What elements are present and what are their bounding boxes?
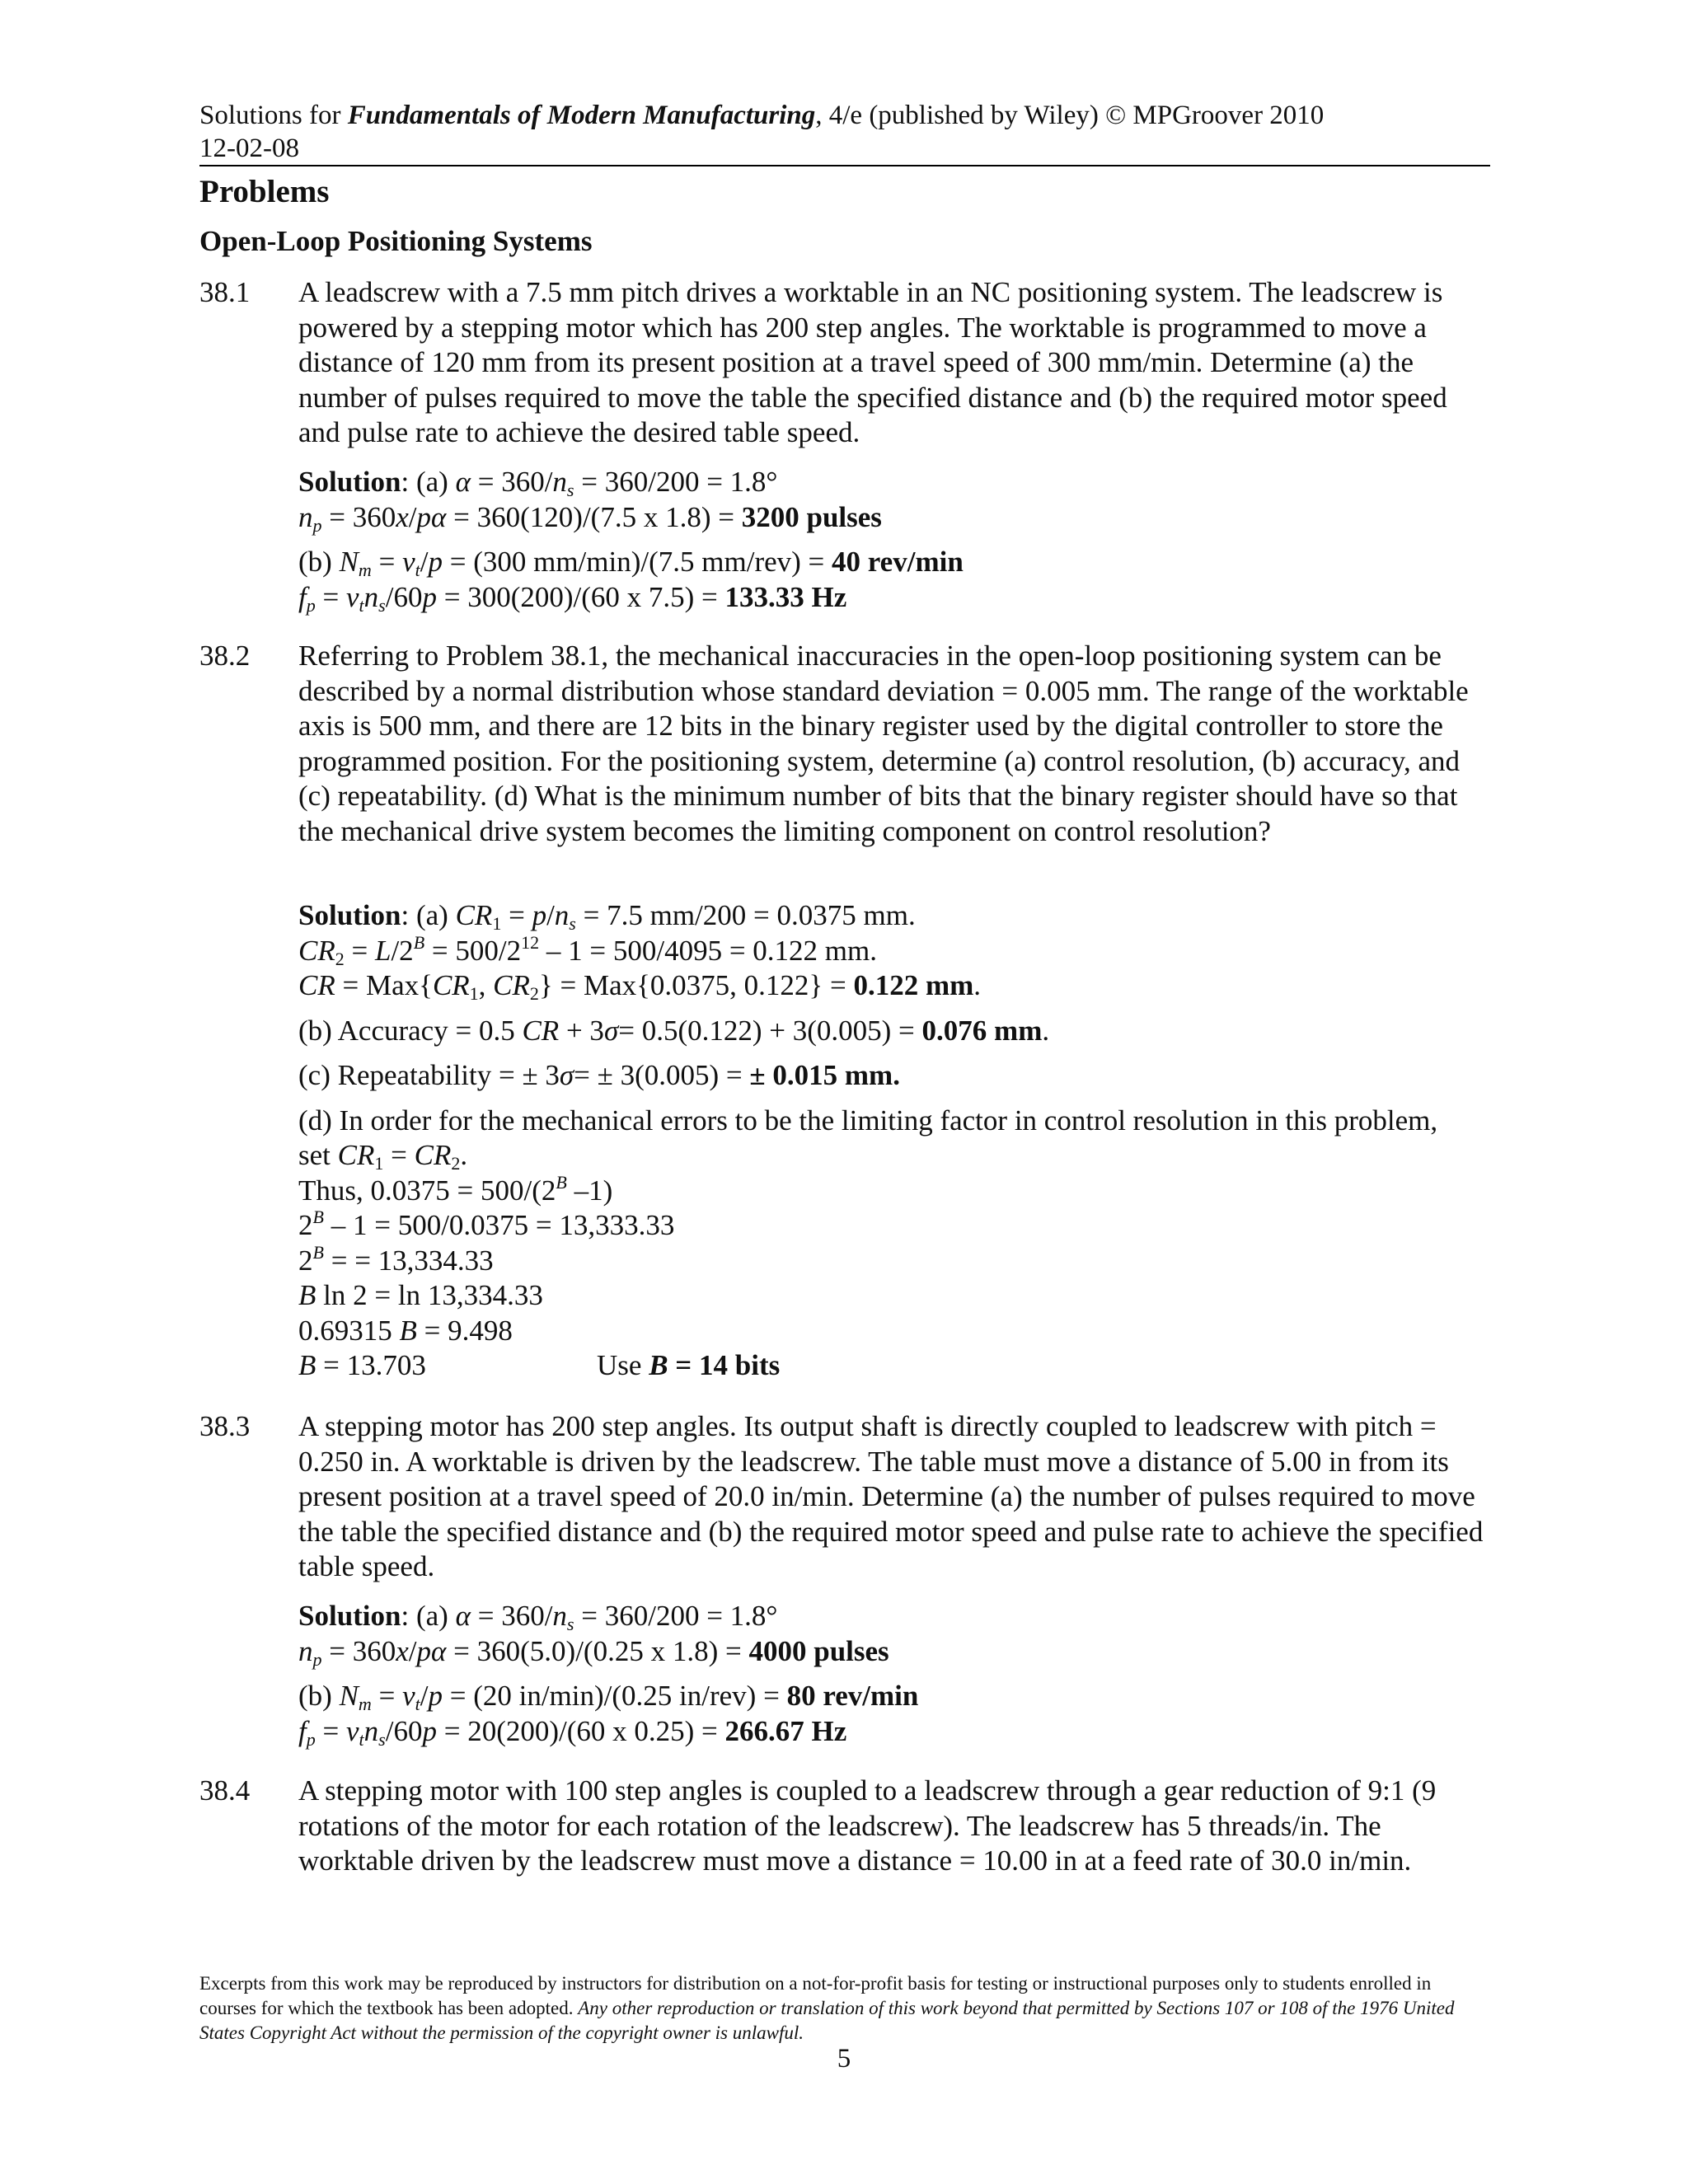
problem-number: 38.1 bbox=[199, 276, 251, 308]
page-number: 5 bbox=[837, 2044, 851, 2074]
footer-italic: Any other reproduction or translation of this work beyond that permitted by Sections 107 or 108 of the 1976 United States Copyright Act without the permission of the copyright owner is unlawful. bbox=[199, 1998, 1455, 2043]
problem-number: 38.2 bbox=[199, 640, 251, 672]
answer: ± 0.015 mm. bbox=[749, 1059, 900, 1091]
section-title: Problems bbox=[199, 174, 330, 209]
problem-statement bbox=[298, 275, 1493, 451]
answer: 0.076 mm bbox=[921, 1014, 1043, 1047]
running-header bbox=[199, 99, 1324, 132]
header-date: 12-02-08 bbox=[199, 134, 299, 163]
problem-statement bbox=[298, 1409, 1493, 1585]
subsection-title: Open-Loop Positioning Systems bbox=[199, 225, 593, 257]
answer: 133.33 Hz bbox=[724, 580, 847, 613]
problem-statement bbox=[298, 1774, 1493, 1879]
solution-label: Solution bbox=[298, 466, 401, 498]
solution-38-2: Solution: (a) $CR_1 = p/n_s = 7.5$ mm/200 = 0.0375 mm. $CR_2 = L/2^B = 500/2^{12} - 1 = 500/4095 = 0.122$ mm. CR = $Max\{CR_1$, $CR_2\} = Max\{0.0375$, 0.122} = 0.122 mm. (b) Accuracy = 0.5 CR + 3σ= 0.5(0.122) + 3(0.005) = 0.076 mm. (c) Repeatability = ± 3σ= ± 3(0.005) = ± 0.015 mm. (d) In order for the mechanical errors to be the limiting factor in control resolution in this problem, set $CR_1 = CR_2$. Thus, $0.0375 = 500/(2^B$ –1) $2^B - 1 = 500/0.0375 = 13,333.33$ $2^B$ = = 13,334.33 B ln 2 = ln 13,334.33 0.69315 B = 9.498 B = 13.703 Use B = 14 bits bbox=[298, 899, 1438, 1381]
answer: 266.67 Hz bbox=[724, 1714, 847, 1747]
answer: 14 bits bbox=[699, 1349, 781, 1381]
solution-label: Solution bbox=[298, 1600, 401, 1632]
solution-38-1: Solution: (a) $\alpha = 360/n_s = 360/200 = 1.8^\circ$ $n_p = 360x/p\alpha = 360(120)/(7.5$ x 1.8) = 3200 pulses (b) $N_m = v_t/p = (300$ mm/min)/(7.5 mm/rev) = 40 rev/min $f_p = v_tn_s/60p = 300(200)/(60$ x 7.5) = 133.33 Hz bbox=[298, 466, 964, 616]
header-rule bbox=[199, 165, 1490, 166]
problem-text: Referring to Problem 38.1, the mechanical inaccuracies in the open-loop positioning system can be described by a normal distribution whose standard deviation = 0.005 mm. The range of the worktable axis is 500 mm, and there are 12 bits in the binary register used by the digital controller to store the programmed position. For the positioning system, determine (a) control resolution, (b) accuracy, and (c) repeatability. (d) What is the minimum number of bits that the binary register should have so that the mechanical drive system becomes the limiting component on control resolution? bbox=[298, 640, 1469, 847]
problem-text: A stepping motor with 100 step angles is coupled to a leadscrew through a gear reduction of 9:1 (9 rotations of the motor for each rotation of the leadscrew). The leadscrew has 5 threads/in. The worktable driven by the leadscrew must move a distance = 10.00 in at a feed rate of 30.0 in/min. bbox=[298, 1774, 1437, 1877]
solution-38-3: Solution: (a) $\alpha = 360/n_s = 360/200 = 1.8^\circ$ $n_p = 360x/p\alpha = 360(5.0)/(0.25$ x 1.8) = 4000 pulses (b) $N_m = v_t/p = (20$ in/min)/(0.25 in/rev) = 80 rev/min $f_p = v_tn_s/60p = 20(200)/(60$ x 0.25) = 266.67 Hz bbox=[298, 1600, 919, 1750]
answer: 4000 pulses bbox=[748, 1634, 889, 1667]
header-suffix: , 4/e (published by Wiley) © MPGroover 2010 bbox=[815, 101, 1325, 130]
footer-plain: Excerpts from this work may be reproduced by instructors for distribution on a not-for-profit basis for testing or instructional purposes only to students enrolled in courses for which the textbook has been adopted. bbox=[199, 1973, 1432, 2018]
problem-text: A stepping motor has 200 step angles. Its output shaft is directly coupled to leadscrew with pitch = 0.250 in. A worktable is driven by the leadscrew. The table must move a distance of 5.00 in from its present position at a travel speed of 20.0 in/min. Determine (a) the number of pulses required to move the table the specified distance and (b) the required motor speed and pulse rate to achieve the specified table speed. bbox=[298, 1410, 1484, 1582]
header-prefix: Solutions for bbox=[199, 101, 348, 130]
copyright-footer bbox=[199, 1971, 1490, 2046]
part-d-text: (d) In order for the mechanical errors to be the limiting factor in control resolution in this problem, bbox=[298, 1104, 1438, 1137]
answer: 3200 pulses bbox=[741, 500, 882, 533]
problem-number: 38.3 bbox=[199, 1410, 251, 1442]
problem-statement bbox=[298, 639, 1493, 849]
answer: 80 rev/min bbox=[786, 1680, 919, 1712]
solution-label: Solution bbox=[298, 899, 401, 931]
book-title: Fundamentals of Modern Manufacturing bbox=[347, 101, 816, 130]
problem-number: 38.4 bbox=[199, 1774, 251, 1807]
problem-text: A leadscrew with a 7.5 mm pitch drives a worktable in an NC positioning system. The leadscrew is powered by a stepping motor which has 200 step angles. The worktable is programmed to move a distance of 120 mm from its present position at a travel speed of 300 mm/min. Determine (a) the number of pulses required to move the table the specified distance and (b) the required motor speed and pulse rate to achieve the desired table speed. bbox=[298, 276, 1447, 448]
answer: 40 rev/min bbox=[832, 546, 964, 578]
answer: 0.122 mm bbox=[853, 969, 974, 1001]
